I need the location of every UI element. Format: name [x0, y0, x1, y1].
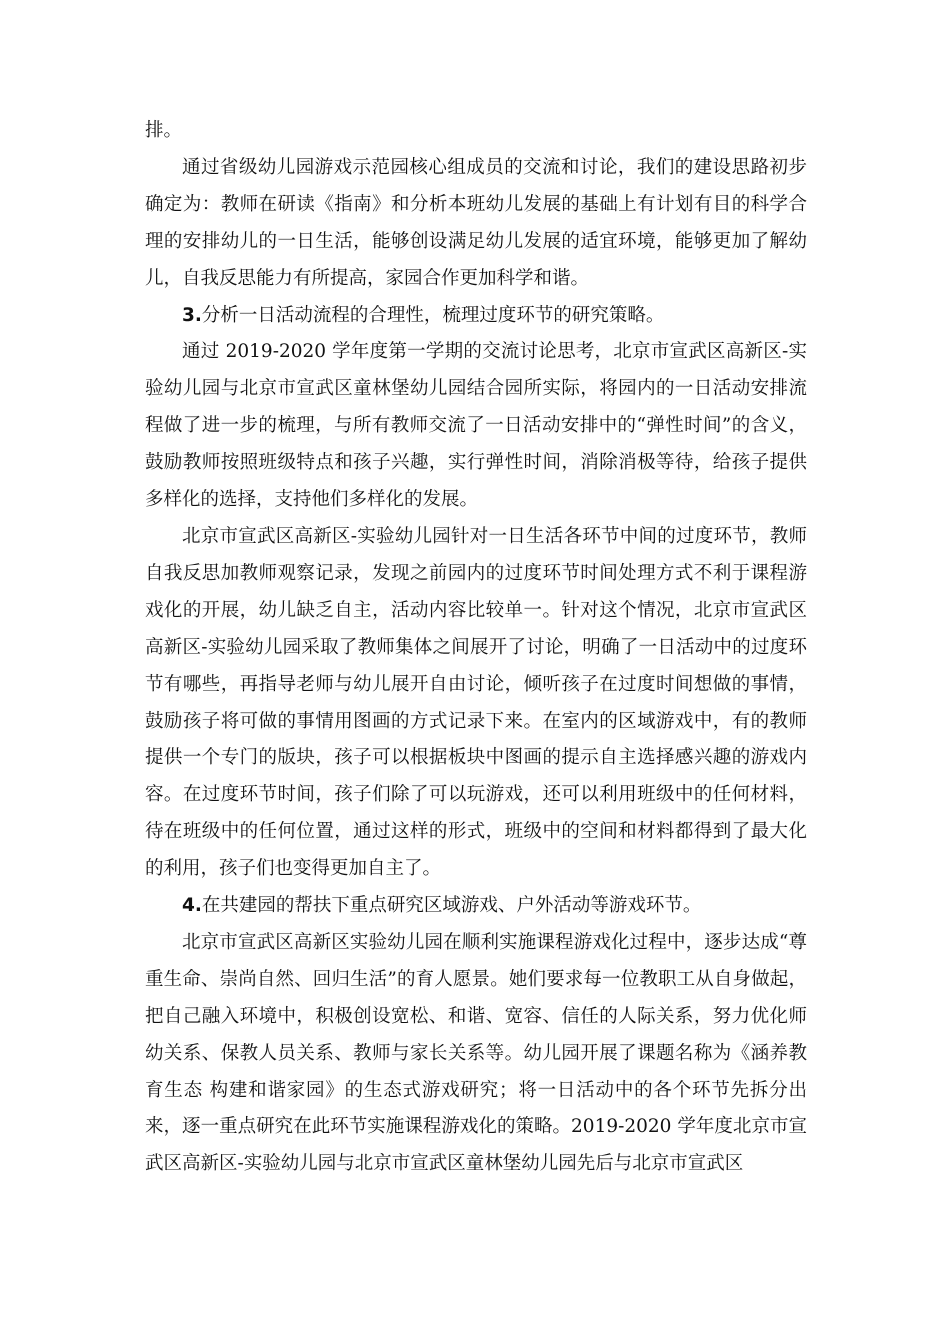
- document-body: [145, 113, 807, 1183]
- section-heading: [145, 298, 807, 335]
- paragraph: 北京市宣武区高新区-实验幼儿园针对一日生活各环节中间的过度环节，教师自我反思加教师观察记录，发现之前园内的过度环节时间处理方式不利于课程游戏化的开展，幼儿缺乏自主，活动内容比较单一。针对这个情况，北京市宣武区高新区-实验幼儿园采取了教师集体之间展开了讨论，明确了一日活动中的过度环节有哪些，再指导老师与幼儿展开自由讨论，倾听孩子在过度时间想做的事情，鼓励孩子将可做的事情用图画的方式记录下来。在室内的区域游戏中，有的教师提供一个专门的版块，孩子可以根据板块中图画的提示自主选择感兴趣的游戏内容。在过度环节时间，孩子们除了可以玩游戏，还可以利用班级中的任何材料，待在班级中的任何位置，通过这样的形式，班级中的空间和材料都得到了最大化的利用，孩子们也变得更加自主了。: [145, 525, 807, 880]
- paragraph: 排。: [145, 120, 183, 141]
- section-heading-text: 在共建园的帮扶下重点研究区域游戏、户外活动等游戏环节。: [201, 895, 702, 917]
- section-heading: [145, 888, 807, 925]
- paragraph: 北京市宣武区高新区实验幼儿园在顺利实施课程游戏化过程中，逐步达成“尊重生命、崇尚自然、回归生活”的育人愿景。她们要求每一位教职工从自身做起，把自己融入环境中，积极创设宽松、和谐、宽容、信任的人际关系，努力优化师幼关系、保教人员关系、教师与家长关系等。幼儿园开展了课题名称为《涵养教育生态 构建和谐家园》的生态式游戏研究；将一日活动中的各个环节先拆分出来，逐一重点研究在此环节实施课程游戏化的策略。2019-2020 学年度北京市宣武区高新区-实验幼儿园与北京市宣武区童林堡幼儿园先后与北京市宣武区: [145, 931, 807, 1175]
- section-number: 4.: [182, 895, 202, 917]
- paragraph: 通过省级幼儿园游戏示范园核心组成员的交流和讨论，我们的建设思路初步确定为：教师在研读《指南》和分析本班幼儿发展的基础上有计划有目的科学合理的安排幼儿的一日生活，能够创设满足幼儿发展的适宜环境，能够更加了解幼儿，自我反思能力有所提高，家园合作更加科学和谐。: [145, 156, 807, 289]
- section-number: 3.: [182, 304, 202, 326]
- section-heading-text: 分析一日活动流程的合理性，梳理过度环节的研究策略。: [201, 304, 665, 326]
- paragraph: 通过 2019-2020 学年度第一学期的交流讨论思考，北京市宣武区高新区-实验幼儿园与北京市宣武区童林堡幼儿园结合园所实际，将园内的一日活动安排流程做了进一步的梳理，与所有教师交流了一日活动安排中的“弹性时间”的含义，鼓励教师按照班级特点和孩子兴趣，实行弹性时间，消除消极等待，给孩子提供多样化的选择，支持他们多样化的发展。: [145, 341, 807, 511]
